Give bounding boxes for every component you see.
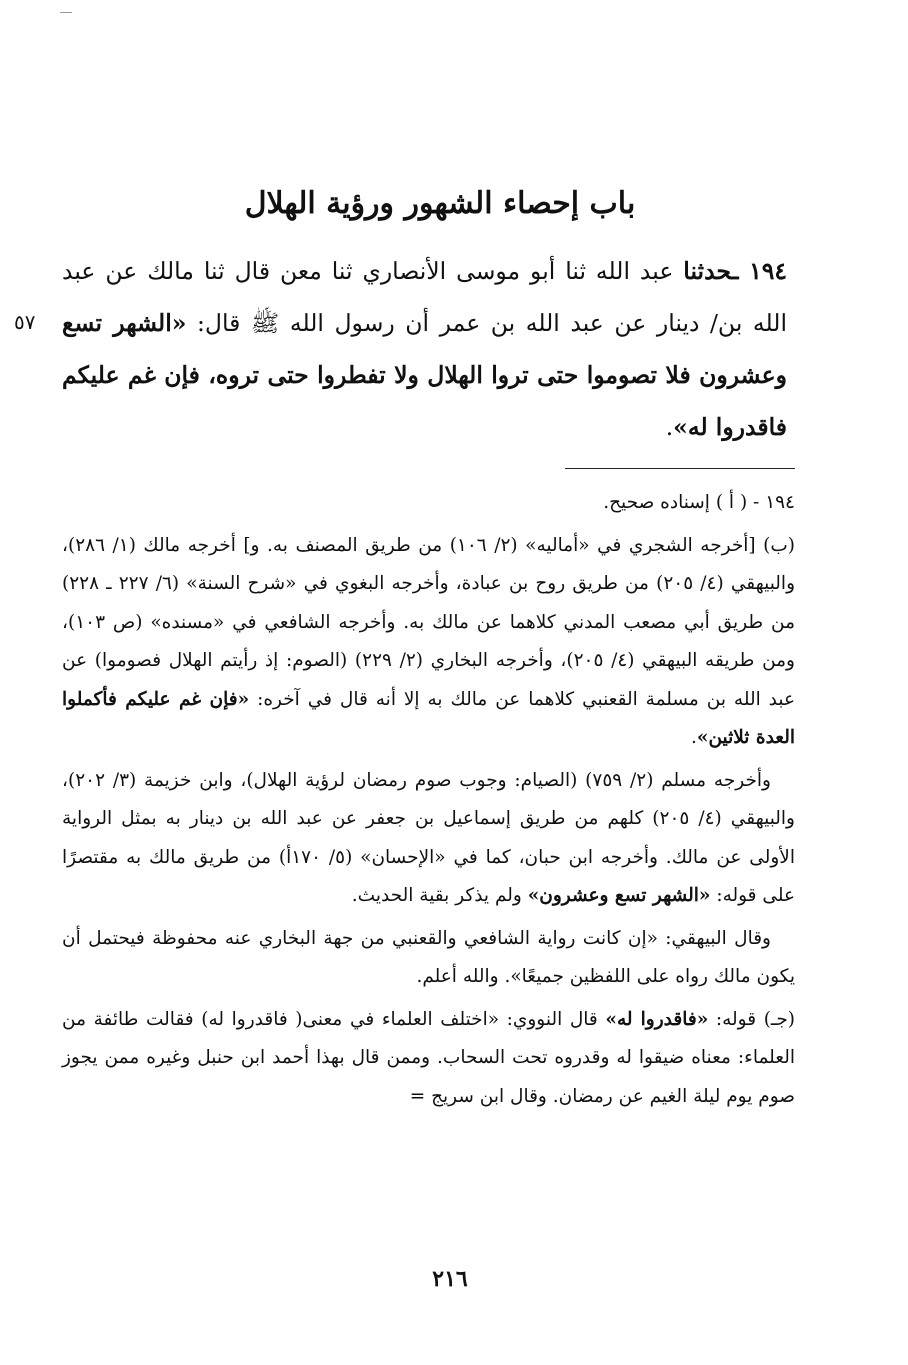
page-number: ٢١٦	[432, 1266, 468, 1292]
hadith-number: ١٩٤ ـ	[731, 257, 787, 285]
hadith-text	[62, 245, 787, 453]
note-text: قال النووي: «اختلف العلماء في معنى( فاقدروا له) فقالت طائفة من العلماء: معناه ضيقوا له وقدروه تحت السحاب. وممن قال بهذا أحمد ابن حنبل وغيره ممن يجوز صوم يوم ليلة الغيم عن رمضان. وقال ابن سريج =	[62, 1008, 795, 1107]
note-nawawi	[62, 1001, 795, 1117]
margin-page-number: ٥٧	[14, 310, 36, 334]
note-text: ولم يذكر بقية الحديث.	[351, 885, 528, 906]
footnote-divider	[565, 468, 795, 469]
footnotes	[62, 484, 795, 1120]
note-takhrij	[62, 527, 795, 758]
note-text: (جـ) قوله:	[708, 1008, 795, 1030]
chapter-title: باب إحصاء الشهور ورؤية الهلال	[244, 186, 636, 221]
hadith-matn: «الشهر تسع وعشرون فلا تصوموا حتى تروا الهلال ولا تفطروا حتى تروه، فإن غم عليكم فاقدروا له»	[62, 309, 787, 441]
hadith-isnad: عبد الله ثنا أبو موسى الأنصاري ثنا معن قال ثنا مالك عن عبد الله بن/ دينار عن عبد الله بن عمر أن رسول الله ﷺ قال:	[62, 257, 787, 337]
hadith-lead: حدثنا	[683, 257, 732, 285]
note-isnad-grade: ١٩٤ - ( أ ) إسناده صحيح.	[603, 492, 795, 513]
hadith-end: .	[665, 413, 674, 441]
note-text: (ب) [أخرجه الشجري في «أماليه» (٢/ ١٠٦) من طريق المصنف به. و] أخرجه مالك (١/ ٢٨٦)، والبيهقي (٤/ ٢٠٥) من طريق روح بن عبادة، وأخرجه البغوي في «شرح السنة» (٦/ ٢٢٧ ـ ٢٢٨) من طريق أبي مصعب المدني كلاهما عن مالك به. وأخرجه الشافعي في «مسنده» (ص ١٠٣)، ومن طريقه البيهقي (٤/ ٢٠٥)، وأخرجه البخاري (٢/ ٢٢٩) (الصوم: إذ رأيتم الهلال فصوموا) عن عبد الله بن مسلمة القعنبي كلاهما عن مالك به إلا أنه قال في آخره:	[62, 534, 796, 710]
note-text: وأخرجه مسلم (٢/ ٧٥٩) (الصيام: وجوب صوم رمضان لرؤية الهلال)، وابن خزيمة (٣/ ٢٠٢)، والبيهقي (٤/ ٢٠٥) كلهم من طريق إسماعيل بن جعفر عن عبد الله بن دينار به بمثل الرواية الأولى عن مالك. وأخرجه ابن حبان، كما في «الإحسان» (٥/ ١٧٠أ) من طريق مالك به مقتصرًا على قوله:	[62, 769, 795, 906]
note-quote: «فإن غم عليكم فأكملوا العدة ثلاثين»	[62, 688, 795, 748]
note-bayhaqi: وقال البيهقي: «إن كانت رواية الشافعي والقعنبي من جهة البخاري عنه محفوظة فيحتمل أن يكون مالك رواه على اللفظين جميعًا». والله أعلم.	[62, 927, 795, 987]
note-text: .	[690, 727, 697, 748]
note-quote: «الشهر تسع وعشرون»	[527, 885, 711, 906]
note-quote: «فاقدروا له»	[605, 1008, 709, 1030]
corner-mark	[60, 12, 72, 13]
note-muslim	[62, 762, 795, 916]
